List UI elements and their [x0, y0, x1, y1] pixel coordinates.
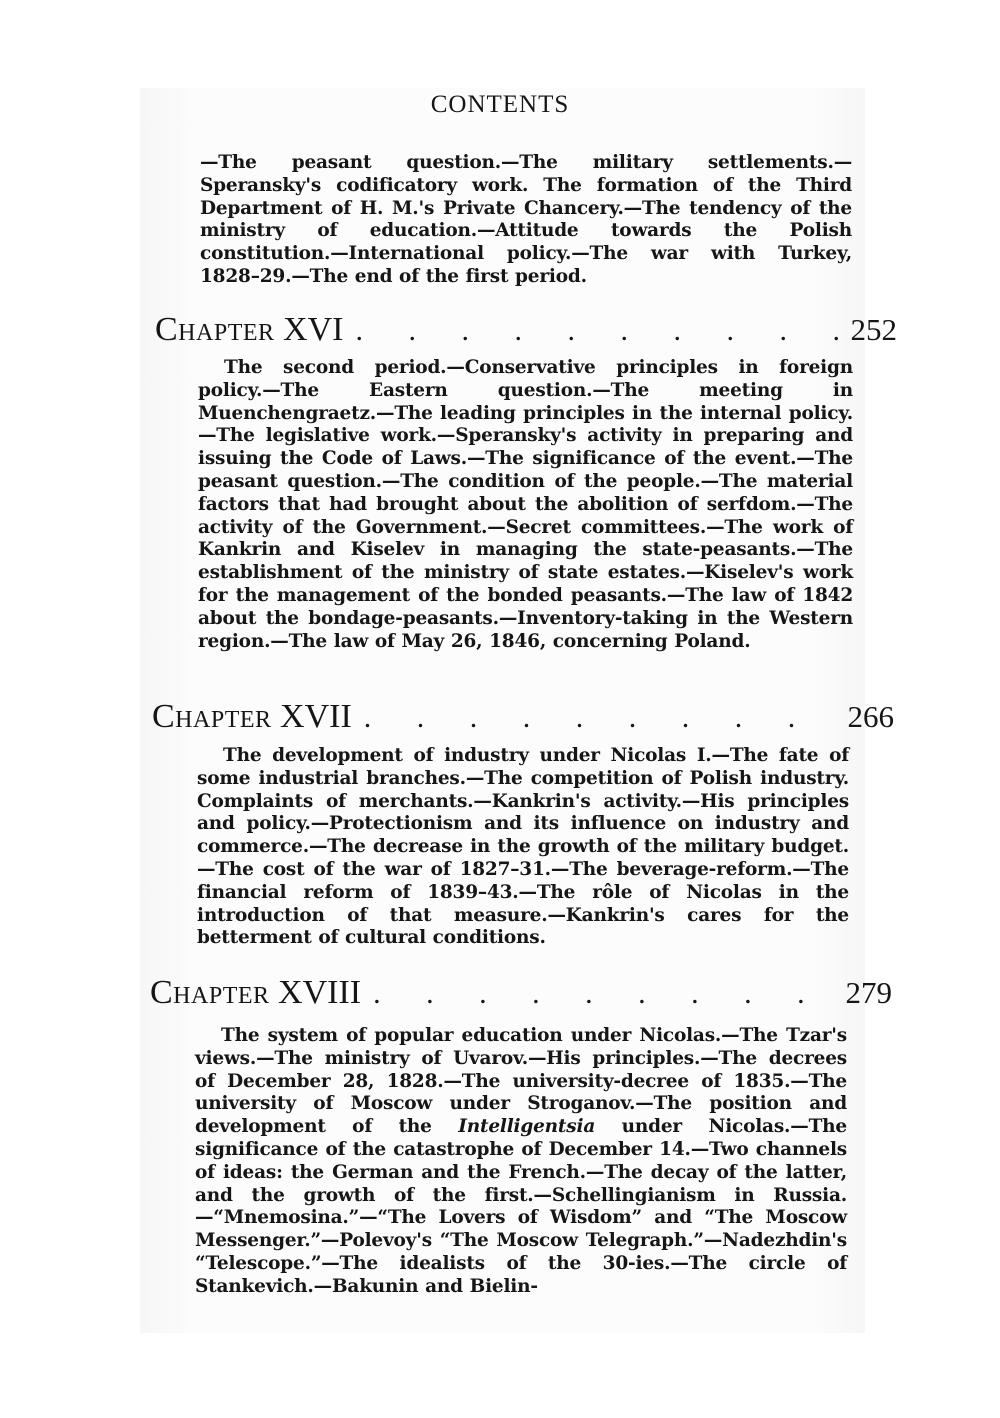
chapter-xviii-summary-text-b: under Nicolas.—The significance of the catastrophe of December 14.—Two channels of ideas: the German and the French.—The decay of the latter, and the growth of the first.—Schellingianism in Russia.—“Mnemosina.”—“The Lovers of Wisdom” and “The Moscow Messenger.”—Polevoy's “The Moscow Telegraph.”—Nadezhdin's “Telescope.”—The idealists of the 30-ies.—The circle of Stankevich.—Bakunin and Bielin- [195, 1116, 847, 1297]
continued-summary-text: —The peasant question.—The military settlements.—Speransky's codificatory work. The formation of the Third Department of H. M.'s Private Chancery.—The tendency of the ministry of education.—Attitude towards the Polish constitution.—International policy.—The war with Turkey, 1828–29.—The end of the first period. [200, 152, 852, 287]
chapter-xvii-summary [197, 745, 849, 950]
chapter-label: Chapter [152, 698, 272, 735]
chapter-xvi-summary-text: The second period.—Conservative principles in foreign policy.—The Eastern question.—The meeting in Muenchengraetz.—The leading principles in the internal policy.—The legislative work.—Speransky's activity in preparing and issuing the Code of Laws.—The significance of the event.—The peasant question.—The condition of the people.—The material factors that had brought about the abolition of serfdom.—The activity of the Government.—Secret committees.—The work of Kankrin and Kiselev in managing the state-peasants.—The establishment of the ministry of state estates.—Kiselev's work for the management of the bonded peasants.—The law of 1842 about the bondage-peasants.—Inventory-taking in the Western region.—The law of May 26, 1846, concerning Poland. [198, 357, 853, 652]
chapter-xviii-summary-text-a: The system of popular education under Nicolas.—The Tzar's views.—The ministry of Uvarov.—His principles.—The decrees of December 28, 1828.—The university-decree of 1835.—The university of Moscow under Stroganov.—The position and development of the [195, 1025, 847, 1138]
chapter-xviii-summary [195, 1025, 847, 1299]
chapter-page-number: 266 [847, 699, 894, 734]
dot-leader [355, 311, 844, 351]
chapter-page-number: 279 [845, 975, 892, 1010]
chapter-xvi-summary [198, 357, 853, 653]
chapter-numeral: XVI [283, 311, 344, 348]
chapter-xvii-summary-text: The development of industry under Nicolas I.—The fate of some industrial branches.—The competition of Polish industry. Complaints of merchants.—Kankrin's activity.—His principles and policy.—Protectionism and its influence on industry and commerce.—The decrease in the growth of the military budget.—The cost of the war of 1827–31.—The beverage-reform.—The financial reform of 1839–43.—The rôle of Nicolas in the introduction of that measure.—Kankrin's cares for the betterment of cultural conditions. [197, 745, 849, 949]
dot-leader [364, 698, 842, 738]
chapter-numeral: XVIII [278, 974, 362, 1011]
running-head: CONTENTS [430, 91, 570, 118]
chapter-label: Chapter [150, 974, 270, 1011]
chapter-heading-xvi [155, 310, 897, 351]
chapter-heading-xviii [150, 973, 892, 1014]
dot-leader [373, 974, 839, 1014]
chapter-heading-xvii [152, 697, 894, 738]
intelligentsia-term: Intelligentsia [458, 1116, 596, 1138]
chapter-label: Chapter [155, 311, 275, 348]
chapter-page-number: 252 [850, 312, 897, 347]
chapter-numeral: XVII [280, 698, 352, 735]
continued-summary [200, 152, 852, 289]
